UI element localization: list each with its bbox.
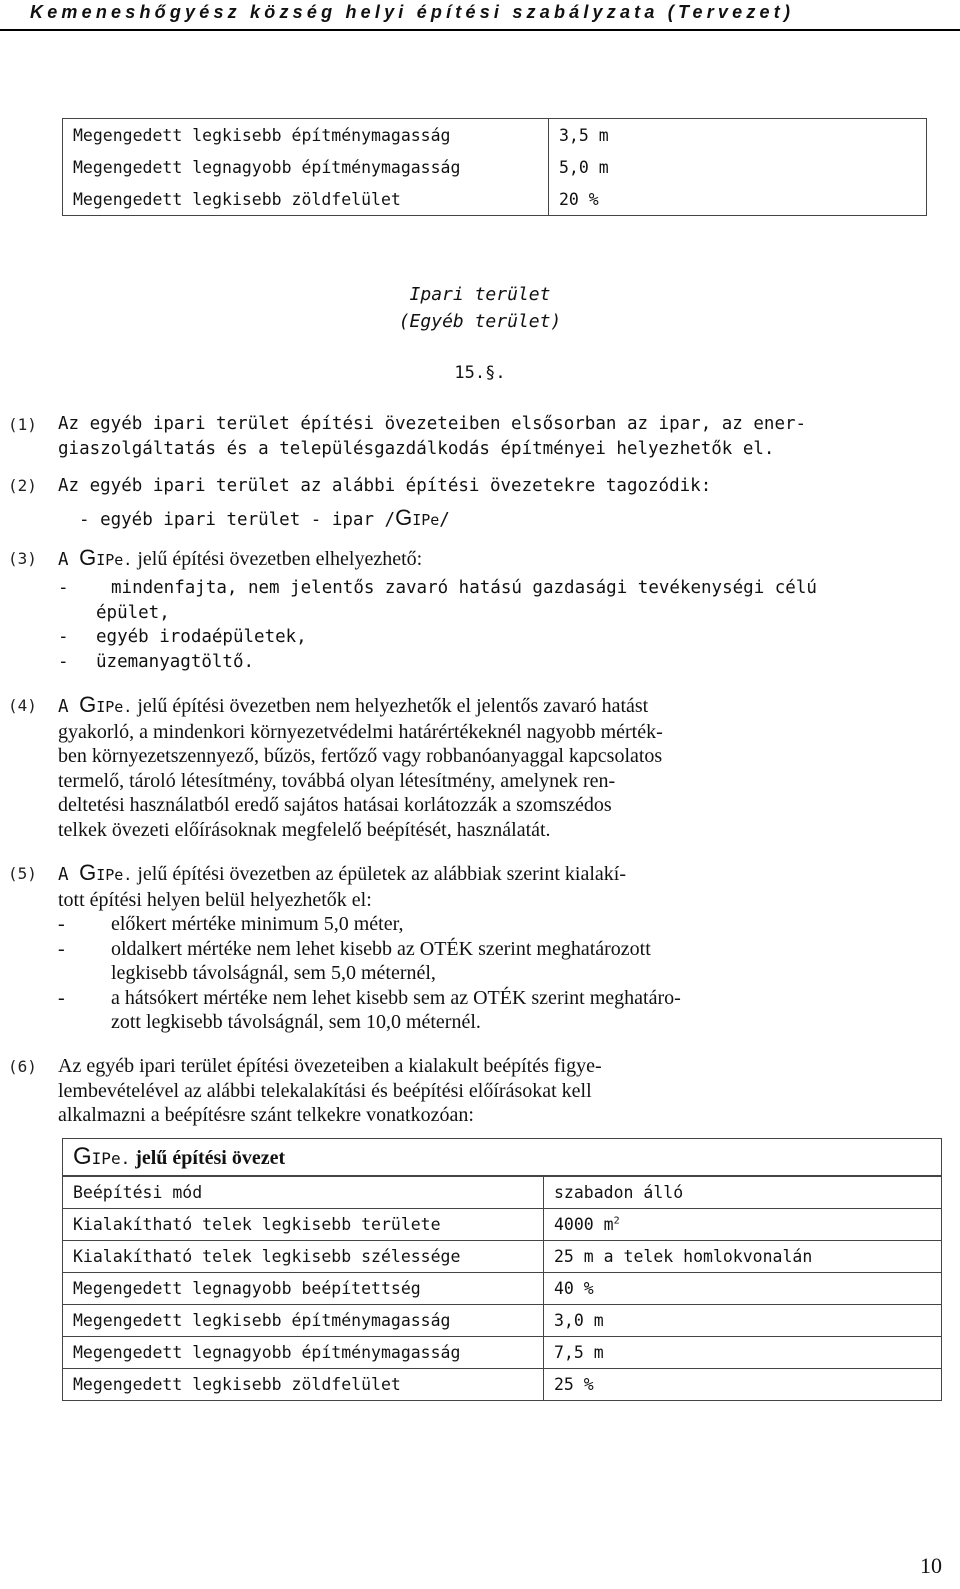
item-text: egyéb irodaépületek, — [96, 627, 307, 647]
row-label: Kialakítható telek legkisebb szélessége — [63, 1241, 544, 1273]
table-row — [63, 1337, 942, 1369]
text: jelű építési övezetben nem helyezhetők el jelentős zavaró hatást — [132, 695, 649, 717]
table-row — [63, 1273, 942, 1305]
dash: - — [58, 937, 65, 960]
text-line — [58, 693, 943, 720]
text-line: giaszolgáltatás és a településgazdálkodás építményei helyezhetők el. — [58, 438, 775, 459]
item-text: üzemanyagtöltő. — [96, 651, 255, 672]
text-line: telkek övezeti előírásoknak megfelelő beépítését, használatát. — [58, 818, 551, 841]
zone-code: IPe. — [96, 698, 133, 716]
header-divider — [0, 29, 960, 31]
table-row — [63, 1176, 942, 1209]
dash: - — [58, 578, 69, 598]
paragraph-number: (4) — [8, 696, 37, 715]
row-label: Megengedett legnagyobb építménymagasság — [63, 151, 549, 183]
zone-code-letter: G — [395, 504, 413, 530]
item-text: oldalkert mértéke nem lehet kisebb az OTÉK szerint meghatározott — [111, 937, 651, 960]
page-number: 10 — [920, 1553, 942, 1578]
list-item — [58, 576, 943, 601]
item-text: a hátsókert mértéke nem lehet kisebb sem az OTÉK szerint meghatáro- — [111, 986, 681, 1009]
row-value: szabadon álló — [544, 1176, 942, 1209]
table-row — [63, 119, 927, 152]
row-value: 7,5 m — [544, 1337, 942, 1369]
row-value: 40 % — [544, 1273, 942, 1305]
text: A — [58, 697, 80, 717]
zone-code: IPe. — [91, 1149, 131, 1168]
dash: - — [58, 651, 69, 672]
row-value: 3,0 m — [544, 1305, 942, 1337]
row-value: 25 % — [544, 1369, 942, 1401]
row-value — [544, 1209, 942, 1241]
list-item — [58, 625, 943, 650]
text-line: deltetési használatból eredő sajátos hatásai korlátozzák a szomszédos — [58, 794, 612, 816]
paragraph-3-list — [58, 576, 943, 674]
table-row — [63, 183, 927, 216]
item-text: előkert mértéke minimum 5,0 méter, — [111, 913, 404, 935]
row-value: 5,0 m — [549, 151, 927, 183]
dash: - — [58, 627, 69, 647]
section-subtitle: (Egyéb terület) — [398, 311, 562, 332]
paragraph-sign: 15.§. — [454, 363, 506, 383]
text-line — [58, 546, 943, 573]
paragraph-number: (2) — [8, 476, 37, 495]
top-parameters-table — [62, 118, 927, 216]
row-label: Megengedett legkisebb építménymagasság — [63, 1305, 544, 1337]
row-value: 20 % — [549, 183, 927, 216]
table-title-text: jelű építési övezet — [130, 1147, 286, 1169]
row-value: 3,5 m — [549, 119, 927, 152]
table-row — [63, 151, 927, 183]
text-line: alkalmazni a beépítésre szánt telkekre vonatkozóan: — [58, 1104, 474, 1126]
text-line: legkisebb távolságnál, sem 5,0 méternél, — [111, 962, 436, 984]
list-item — [58, 650, 943, 675]
list-item — [58, 912, 943, 937]
table-row — [63, 1305, 942, 1337]
text-line: Az egyéb ipari terület az alábbi építési övezetekre tagozódik: — [58, 476, 712, 496]
zone-parameters-table — [62, 1138, 942, 1401]
list-item — [58, 937, 943, 962]
item-text: - egyéb ipari terület - ipar / — [79, 509, 396, 530]
table-header-row — [63, 1139, 942, 1177]
paragraph-number: (6) — [8, 1057, 37, 1076]
row-label: Kialakítható telek legkisebb területe — [63, 1209, 544, 1241]
zone-code-letter: G — [79, 860, 97, 885]
paragraph-6 — [58, 1054, 943, 1128]
paragraph-4 — [58, 693, 943, 842]
paragraph-2 — [58, 474, 943, 532]
table-title — [63, 1139, 942, 1177]
value-text: 4000 m — [554, 1215, 614, 1234]
zone-code-letter: G — [73, 1143, 92, 1170]
row-label: Megengedett legkisebb építménymagasság — [63, 119, 549, 152]
list-item — [58, 506, 943, 533]
paragraph-number: (3) — [8, 549, 37, 568]
item-text: mindenfajta, nem jelentős zavaró hatású gazdasági tevékenységi célú — [111, 578, 817, 598]
paragraph-3 — [58, 546, 943, 573]
item-text: / — [439, 509, 450, 530]
list-item — [58, 986, 943, 1011]
superscript: 2 — [613, 1215, 620, 1227]
dash: - — [58, 913, 65, 935]
text: jelű építési övezetben elhelyezhető: — [132, 548, 423, 570]
paragraph-5 — [58, 861, 943, 1035]
zone-code: IPe. — [96, 551, 133, 569]
text-line: Az egyéb ipari terület építési övezeteiben elsősorban az ipar, az ener- — [58, 414, 807, 434]
section-title: Ipari terület — [409, 284, 551, 305]
row-label: Megengedett legkisebb zöldfelület — [63, 1369, 544, 1401]
row-value: 25 m a telek homlokvonalán — [544, 1241, 942, 1273]
row-label: Beépítési mód — [63, 1176, 544, 1209]
table-row — [63, 1369, 942, 1401]
row-label: Megengedett legnagyobb építménymagasság — [63, 1337, 544, 1369]
text: A — [58, 550, 80, 570]
text: jelű építési övezetben az épületek az alábbiak szerint kialakí- — [132, 863, 626, 885]
text-line: gyakorló, a mindenkori környezetvédelmi határértékeknél nagyobb mérték- — [58, 720, 663, 743]
row-label: Megengedett legkisebb zöldfelület — [63, 183, 549, 216]
text-line: lembevételével az alábbi telekalakítási és beépítési előírásokat kell — [58, 1079, 592, 1102]
table-row — [63, 1209, 942, 1241]
text-line: termelő, tároló létesítmény, továbbá olyan létesítmény, amelynek ren- — [58, 769, 616, 792]
document-header: Kemeneshőgyész község helyi építési szabályzata (Tervezet) — [30, 2, 795, 22]
table-row — [63, 1241, 942, 1273]
paragraph-number: (1) — [8, 415, 37, 434]
zone-code: IPe. — [96, 866, 133, 884]
text-line: zott legkisebb távolságnál, sem 10,0 méternél. — [111, 1011, 481, 1033]
paragraph-number: (5) — [8, 864, 37, 883]
text-line — [58, 861, 943, 888]
text-line: ben környezetszennyező, bűzös, fertőző vagy robbanóanyaggal kapcsolatos — [58, 745, 663, 767]
text-line: épület, — [96, 602, 170, 623]
zone-code-letter: G — [79, 545, 97, 570]
row-label: Megengedett legnagyobb beépítettség — [63, 1273, 544, 1305]
dash: - — [58, 986, 65, 1009]
text-line: Az egyéb ipari terület építési övezeteiben a kialakult beépítés figye- — [58, 1055, 602, 1077]
paragraph-1 — [58, 412, 943, 461]
zone-code: IPe — [412, 510, 440, 529]
zone-code-letter: G — [79, 692, 97, 717]
text-line: tott építési helyen belül helyezhetők el: — [58, 888, 372, 911]
text: A — [58, 865, 80, 885]
